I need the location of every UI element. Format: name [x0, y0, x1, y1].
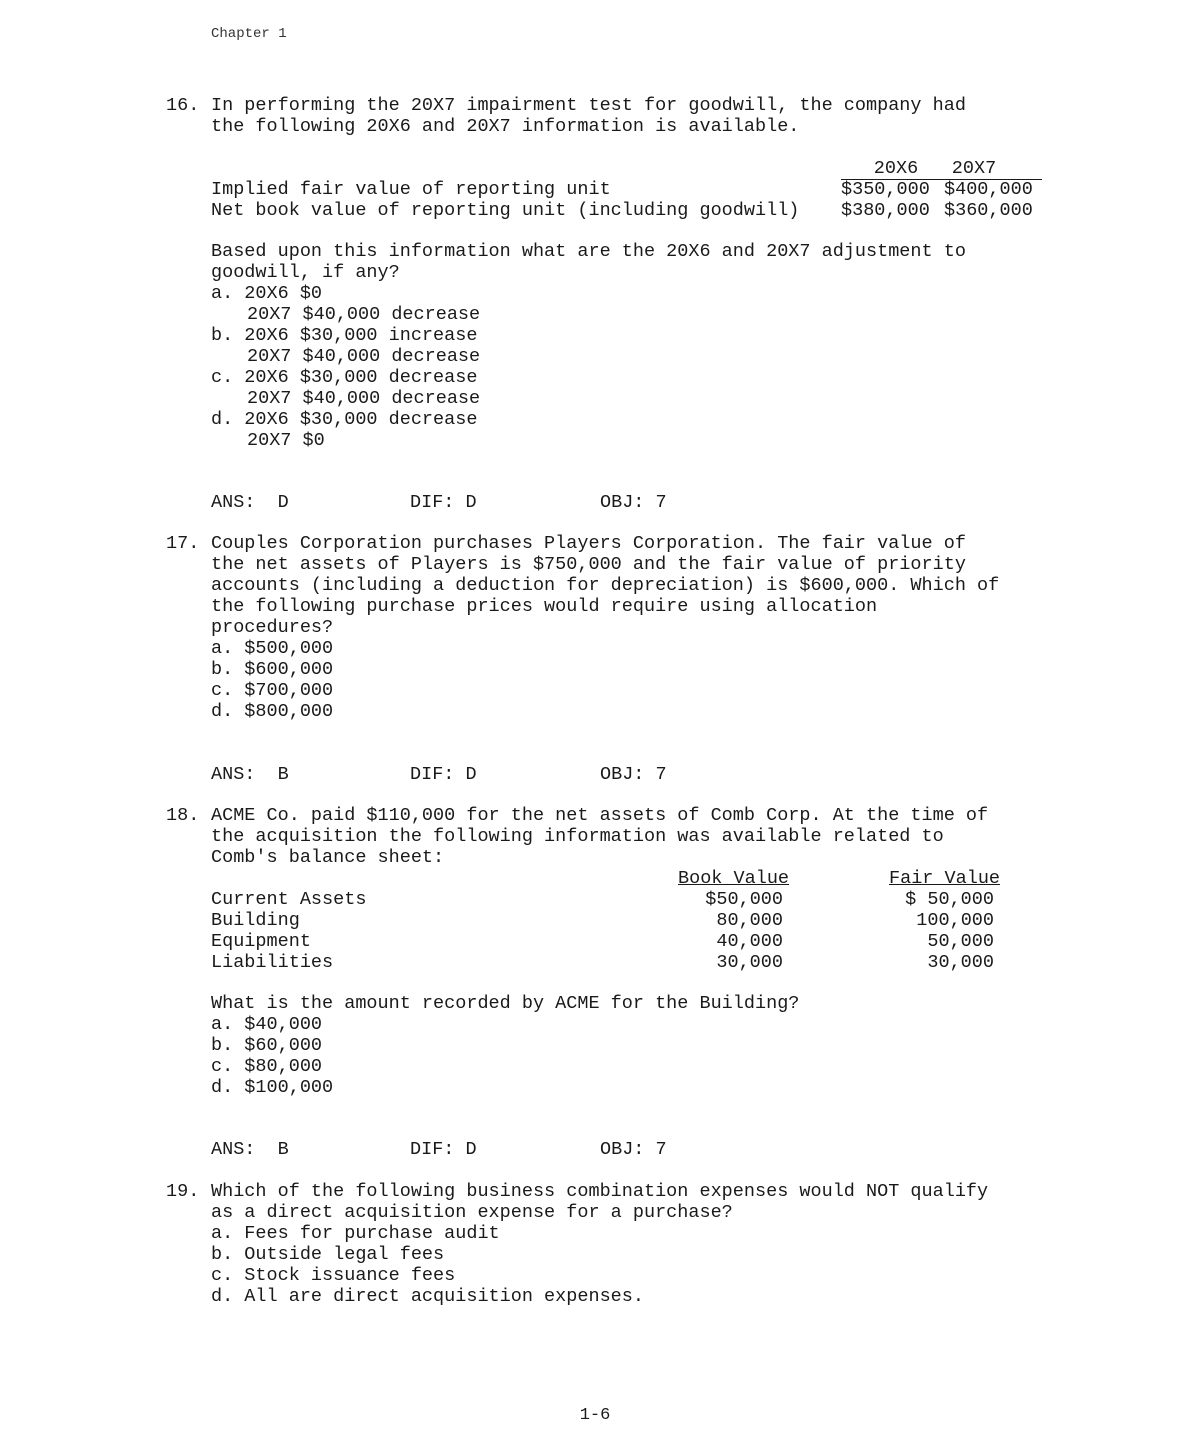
chapter-header: Chapter 1 [211, 26, 287, 42]
option-c: c. 20X6 $30,000 decrease [211, 367, 478, 388]
q17-answer-row [211, 764, 711, 785]
row-value: $380,000 [841, 200, 930, 221]
stem-line: In performing the 20X7 impairment test for goodwill, the company had [211, 95, 966, 116]
q18-answer-row [211, 1139, 711, 1160]
row-label: Building [211, 910, 300, 931]
row-value: $50,000 [705, 889, 783, 910]
option-d: d. $100,000 [211, 1077, 334, 1098]
row-value: 30,000 [927, 952, 994, 973]
option-b: b. $60,000 [211, 1035, 323, 1056]
stem-line: the following purchase prices would require using allocation [211, 596, 878, 617]
question-stem [211, 533, 1051, 722]
option-c: c. Stock issuance fees [211, 1265, 456, 1286]
option-d: d. All are direct acquisition expenses. [211, 1286, 644, 1307]
option-c: c. $80,000 [211, 1056, 323, 1077]
row-value: $350,000 [841, 179, 930, 200]
option-b: b. Outside legal fees [211, 1244, 445, 1265]
option-a-line2: 20X7 $40,000 decrease [247, 304, 481, 325]
option-a: a. $500,000 [211, 638, 334, 659]
row-label: Equipment [211, 931, 311, 952]
stem-line: accounts (including a deduction for depreciation) is $600,000. Which of [211, 575, 1000, 596]
answer: ANS: D [211, 492, 289, 513]
page-number: 1-6 [579, 1406, 611, 1425]
prompt-line: Based upon this information what are the 20X6 and 20X7 adjustment to [211, 241, 966, 262]
row-value: 40,000 [716, 931, 783, 952]
objective: OBJ: 7 [600, 1139, 667, 1160]
row-label: Net book value of reporting unit (including goodwill) [211, 200, 800, 221]
option-b: b. 20X6 $30,000 increase [211, 325, 478, 346]
q18-prompt-and-options [211, 993, 1051, 1098]
difficulty: DIF: D [410, 764, 477, 785]
q16-prompt-and-options [211, 241, 1051, 451]
row-value: 100,000 [916, 910, 994, 931]
row-label: Current Assets [211, 889, 367, 910]
stem-line: as a direct acquisition expense for a purchase? [211, 1202, 733, 1223]
option-d: d. $800,000 [211, 701, 334, 722]
difficulty: DIF: D [410, 1139, 477, 1160]
row-value: $ 50,000 [905, 889, 994, 910]
stem-line: the net assets of Players is $750,000 and the fair value of priority [211, 554, 966, 575]
question-stem [211, 805, 1051, 868]
question-number: 16. [166, 95, 200, 116]
objective: OBJ: 7 [600, 764, 667, 785]
difficulty: DIF: D [410, 492, 477, 513]
col-header-20x7: 20X7 [951, 158, 997, 179]
stem-line: Couples Corporation purchases Players Corporation. The fair value of [211, 533, 966, 554]
stem-line: the following 20X6 and 20X7 information is available. [211, 116, 800, 137]
q16-answer-row [211, 492, 711, 513]
option-a: a. $40,000 [211, 1014, 323, 1035]
option-d-line2: 20X7 $0 [247, 430, 325, 451]
col-header-20x6: 20X6 [873, 158, 919, 179]
answer: ANS: B [211, 1139, 289, 1160]
option-a: a. 20X6 $0 [211, 283, 323, 304]
question-stem [211, 1181, 1051, 1307]
prompt-line: What is the amount recorded by ACME for the Building? [211, 993, 800, 1014]
option-c-line2: 20X7 $40,000 decrease [247, 388, 481, 409]
stem-line: ACME Co. paid $110,000 for the net assets of Comb Corp. At the time of [211, 805, 989, 826]
answer: ANS: B [211, 764, 289, 785]
row-label: Implied fair value of reporting unit [211, 179, 611, 200]
stem-line: Which of the following business combination expenses would NOT qualify [211, 1181, 989, 1202]
objective: OBJ: 7 [600, 492, 667, 513]
row-label: Liabilities [211, 952, 334, 973]
prompt-line: goodwill, if any? [211, 262, 400, 283]
row-value: $400,000 [944, 179, 1033, 200]
question-number: 18. [166, 805, 200, 826]
stem-line: procedures? [211, 617, 334, 638]
q16-table [211, 158, 1051, 221]
option-b: b. $600,000 [211, 659, 334, 680]
col-header-book-value: Book Value [678, 868, 790, 889]
col-header-fair-value: Fair Value [889, 868, 1001, 889]
row-value: 30,000 [716, 952, 783, 973]
option-b-line2: 20X7 $40,000 decrease [247, 346, 481, 367]
q18-table [211, 868, 1051, 973]
stem-line: the acquisition the following information was available related to [211, 826, 944, 847]
question-number: 17. [166, 533, 200, 554]
stem-line: Comb's balance sheet: [211, 847, 445, 868]
option-a: a. Fees for purchase audit [211, 1223, 500, 1244]
row-value: 50,000 [927, 931, 994, 952]
option-c: c. $700,000 [211, 680, 334, 701]
row-value: 80,000 [716, 910, 783, 931]
question-number: 19. [166, 1181, 200, 1202]
question-stem [211, 95, 1051, 137]
row-value: $360,000 [944, 200, 1033, 221]
option-d: d. 20X6 $30,000 decrease [211, 409, 478, 430]
